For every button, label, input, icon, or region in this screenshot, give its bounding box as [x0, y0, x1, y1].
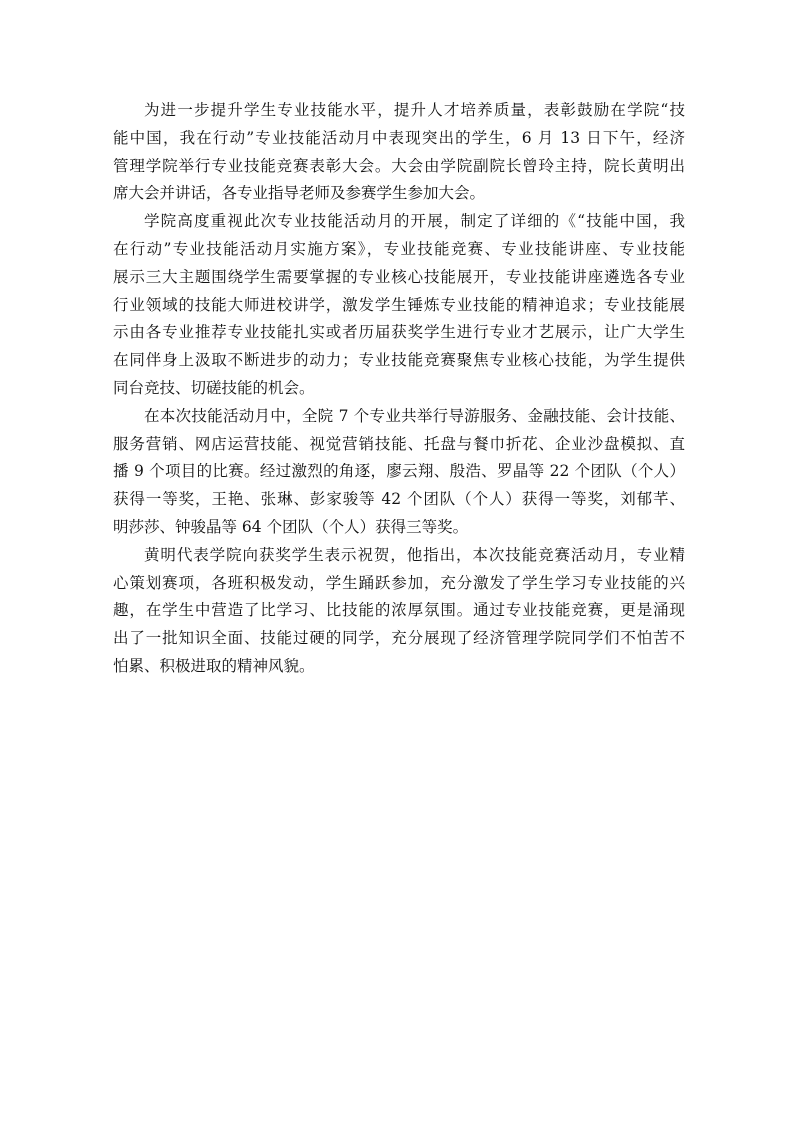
paragraph-line: 出了一批知识全面、技能过硬的同学，充分展现了经济管理学院同学们不怕苦不 — [113, 629, 685, 648]
paragraph-line: 席大会并讲话，各专业指导老师及参赛学生参加大会。 — [113, 184, 486, 203]
paragraph-line: 获得一等奖，王艳、张琳、彭家骏等 42 个团队（个人）获得一等奖，刘郁芊、 — [113, 490, 685, 509]
paragraph-line: 明莎莎、钟骏晶等 64 个团队（个人）获得三等奖。 — [113, 517, 469, 536]
paragraph-line: 在同伴身上汲取不断进步的动力；专业技能竞赛聚焦专业核心技能，为学生提供 — [113, 351, 685, 370]
paragraph-3 — [113, 403, 685, 542]
paragraph-4 — [113, 542, 685, 681]
paragraph-line: 播 9 个项目的比赛。经过激烈的角逐，廖云翔、殷浩、罗晶等 22 个团队（个人） — [113, 462, 685, 481]
paragraph-line: 示由各专业推荐专业技能扎实或者历届获奖学生进行专业才艺展示，让广大学生 — [113, 323, 685, 342]
paragraph-line: 怕累、积极进取的精神风貌。 — [113, 656, 315, 675]
paragraph-line: 行业领域的技能大师进校讲学，激发学生锤炼专业技能的精神追求；专业技能展 — [113, 295, 685, 314]
paragraph-line: 学院高度重视此次专业技能活动月的开展，制定了详细的《“技能中国，我 — [144, 212, 685, 231]
paragraph-line: 管理学院举行专业技能竞赛表彰大会。大会由学院副院长曾玲主持，院长黄明出 — [113, 156, 685, 175]
paragraph-line: 趣，在学生中营造了比学习、比技能的浓厚氛围。通过专业技能竞赛，更是涌现 — [113, 601, 685, 620]
paragraph-1 — [113, 97, 685, 208]
article-body — [113, 97, 685, 681]
paragraph-line: 在行动”专业技能活动月实施方案》，专业技能竞赛、专业技能讲座、专业技能 — [113, 239, 685, 258]
paragraph-2 — [113, 208, 685, 403]
paragraph-line: 黄明代表学院向获奖学生表示祝贺，他指出，本次技能竞赛活动月，专业精 — [144, 545, 685, 564]
paragraph-line: 心策划赛项，各班积极发动，学生踊跃参加，充分激发了学生学习专业技能的兴 — [113, 573, 685, 592]
paragraph-line: 能中国，我在行动”专业技能活动月中表现突出的学生，6 月 13 日下午，经济 — [113, 128, 685, 147]
paragraph-line: 展示三大主题围绕学生需要掌握的专业核心技能展开，专业技能讲座遴选各专业 — [113, 267, 685, 286]
paragraph-line: 同台竞技、切磋技能的机会。 — [113, 378, 315, 397]
paragraph-line: 为进一步提升学生专业技能水平，提升人才培养质量，表彰鼓励在学院“技 — [144, 101, 685, 119]
paragraph-line: 在本次技能活动月中，全院 7 个专业共举行导游服务、金融技能、会计技能、 — [144, 406, 685, 425]
paragraph-line: 服务营销、网店运营技能、视觉营销技能、托盘与餐巾折花、企业沙盘模拟、直 — [113, 434, 685, 453]
